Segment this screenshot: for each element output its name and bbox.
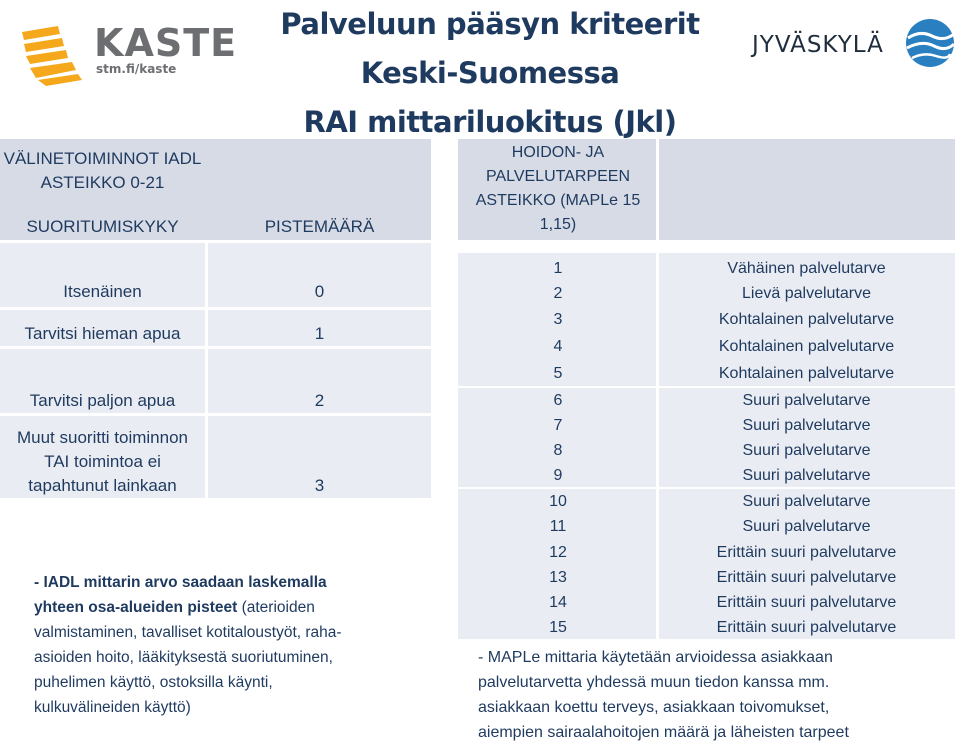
maple-note-line-2: palvelutarvetta yhdessä muun tiedon kanssa mm.: [478, 674, 830, 691]
note-line-6: kulkuvälineiden käyttö): [34, 699, 191, 716]
iadl-note: [34, 570, 434, 720]
table-row: [458, 490, 955, 514]
maple-note-line-3: asiakkaan koettu terveys, asiakkaan toivomukset,: [478, 699, 830, 716]
row-number: 15: [549, 619, 567, 636]
table-row: [458, 464, 955, 488]
row-number: 5: [553, 365, 563, 382]
row-number: 10: [549, 493, 567, 510]
row-label-line-2: TAI toimintoa ei: [44, 452, 161, 471]
table-row: [458, 439, 955, 463]
note-line-3: valmistaminen, tavalliset kotitaloustyöt, raha-: [34, 624, 342, 641]
row-number: 14: [549, 594, 567, 611]
row-number: 1: [553, 260, 563, 277]
title-line-2: Keski-Suomessa: [360, 56, 620, 90]
title-line-1: Palveluun pääsyn kriteerit: [280, 7, 700, 41]
table-row: [458, 362, 955, 386]
row-label: Kohtalainen palvelutarve: [718, 311, 895, 328]
row-label: Lievä palvelutarve: [742, 285, 871, 302]
column-divider: [656, 253, 659, 639]
table-row: [458, 389, 955, 413]
row-label: Kohtalainen palvelutarve: [718, 365, 895, 382]
row-points: 1: [314, 324, 325, 343]
table-row: [458, 591, 955, 615]
row-points: 3: [314, 476, 325, 495]
note-line-2-rest: (aterioiden: [237, 599, 315, 616]
row-number: 11: [549, 518, 567, 535]
maple-header: [458, 139, 955, 240]
iadl-header-line-1: VÄLINETOIMINNOT IADL: [3, 149, 202, 168]
table-row: [458, 616, 955, 640]
row-label: Suuri palvelutarve: [742, 518, 871, 535]
kaste-wordmark: KASTE: [94, 21, 238, 65]
iadl-header: [0, 139, 431, 240]
row-label: Tarvitsi hieman apua: [24, 324, 181, 343]
table-row: [458, 541, 955, 565]
col-header-suoritumiskyky: SUORITUMISKYKY: [26, 217, 179, 236]
row-points: 0: [314, 282, 325, 301]
table-row: [458, 566, 955, 590]
row-label: Erittäin suuri palvelutarve: [716, 544, 897, 561]
note-line-5: puhelimen käyttö, ostoksilla käynti,: [34, 674, 273, 691]
row-label: Erittäin suuri palvelutarve: [716, 569, 897, 586]
row-label: Suuri palvelutarve: [742, 493, 871, 510]
row-number: 4: [553, 338, 563, 355]
row-label: Itsenäinen: [63, 282, 142, 301]
row-label: Suuri palvelutarve: [742, 467, 871, 484]
maple-header-line-3: ASTEIKKO (MAPLe 15: [475, 192, 641, 209]
header-divider: [656, 139, 659, 240]
table-row: [458, 414, 955, 438]
note-bold-line-2: yhteen osa-alueiden pisteet: [34, 599, 238, 616]
jyvaskyla-logo: [752, 14, 957, 74]
row-points: 2: [314, 391, 325, 410]
row-divider: [458, 386, 955, 388]
table-row: [0, 349, 431, 413]
table-row: [458, 335, 955, 359]
iadl-header-line-2: ASTEIKKO 0-21: [40, 173, 165, 192]
table-row: [458, 308, 955, 332]
page-title: [240, 0, 740, 147]
row-number: 7: [553, 417, 563, 434]
row-label: Tarvitsi paljon apua: [29, 391, 176, 410]
jyvaskyla-emblem-icon: [904, 18, 956, 68]
row-number: 8: [553, 442, 563, 459]
row-label: Vähäinen palvelutarve: [727, 260, 886, 277]
row-number: 3: [553, 311, 563, 328]
maple-note-line-4: aiempien sairaalahoitojen määrä ja läheisten tarpeet: [478, 724, 849, 741]
title-line-3: RAI mittariluokitus (Jkl): [303, 105, 677, 139]
row-number: 9: [553, 467, 563, 484]
jyvaskyla-wordmark: JYVÄSKYLÄ: [752, 32, 884, 58]
maple-table: [458, 253, 955, 639]
row-label: Suuri palvelutarve: [742, 392, 871, 409]
row-label: Kohtalainen palvelutarve: [718, 338, 895, 355]
kaste-logo: [20, 21, 238, 90]
row-label: Suuri palvelutarve: [742, 417, 871, 434]
column-divider: [205, 243, 208, 498]
row-number: 12: [549, 544, 567, 561]
table-row: [0, 243, 431, 307]
note-line-4: asioiden hoito, lääkityksestä suoriutuminen,: [34, 649, 333, 666]
maple-header-line-4: 1,15): [539, 216, 577, 233]
row-label: Erittäin suuri palvelutarve: [716, 594, 897, 611]
kaste-url: stm.fi/kaste: [96, 62, 177, 76]
row-number: 13: [549, 569, 567, 586]
row-number: 6: [553, 392, 563, 409]
row-divider: [458, 487, 955, 489]
col-header-pistemaara: PISTEMÄÄRÄ: [264, 217, 375, 236]
row-number: 2: [553, 285, 563, 302]
note-bold-line-1: - IADL mittarin arvo saadaan laskemalla: [34, 574, 327, 591]
table-row: [0, 416, 431, 498]
table-row: [458, 257, 955, 281]
maple-header-line-2: PALVELUTARPEEN: [485, 168, 631, 185]
row-label-line-1: Muut suoritti toiminnon: [16, 428, 189, 447]
maple-note: [478, 645, 958, 745]
maple-note-line-1: - MAPLe mittaria käytetään arvioidessa asiakkaan: [478, 649, 833, 666]
row-label-line-3: tapahtunut lainkaan: [28, 476, 177, 495]
table-row: [0, 310, 431, 346]
table-row: [458, 282, 955, 306]
row-label: Erittäin suuri palvelutarve: [716, 619, 897, 636]
row-label: Suuri palvelutarve: [742, 442, 871, 459]
table-row: [458, 515, 955, 539]
maple-header-line-1: HOIDON- JA: [511, 144, 605, 161]
